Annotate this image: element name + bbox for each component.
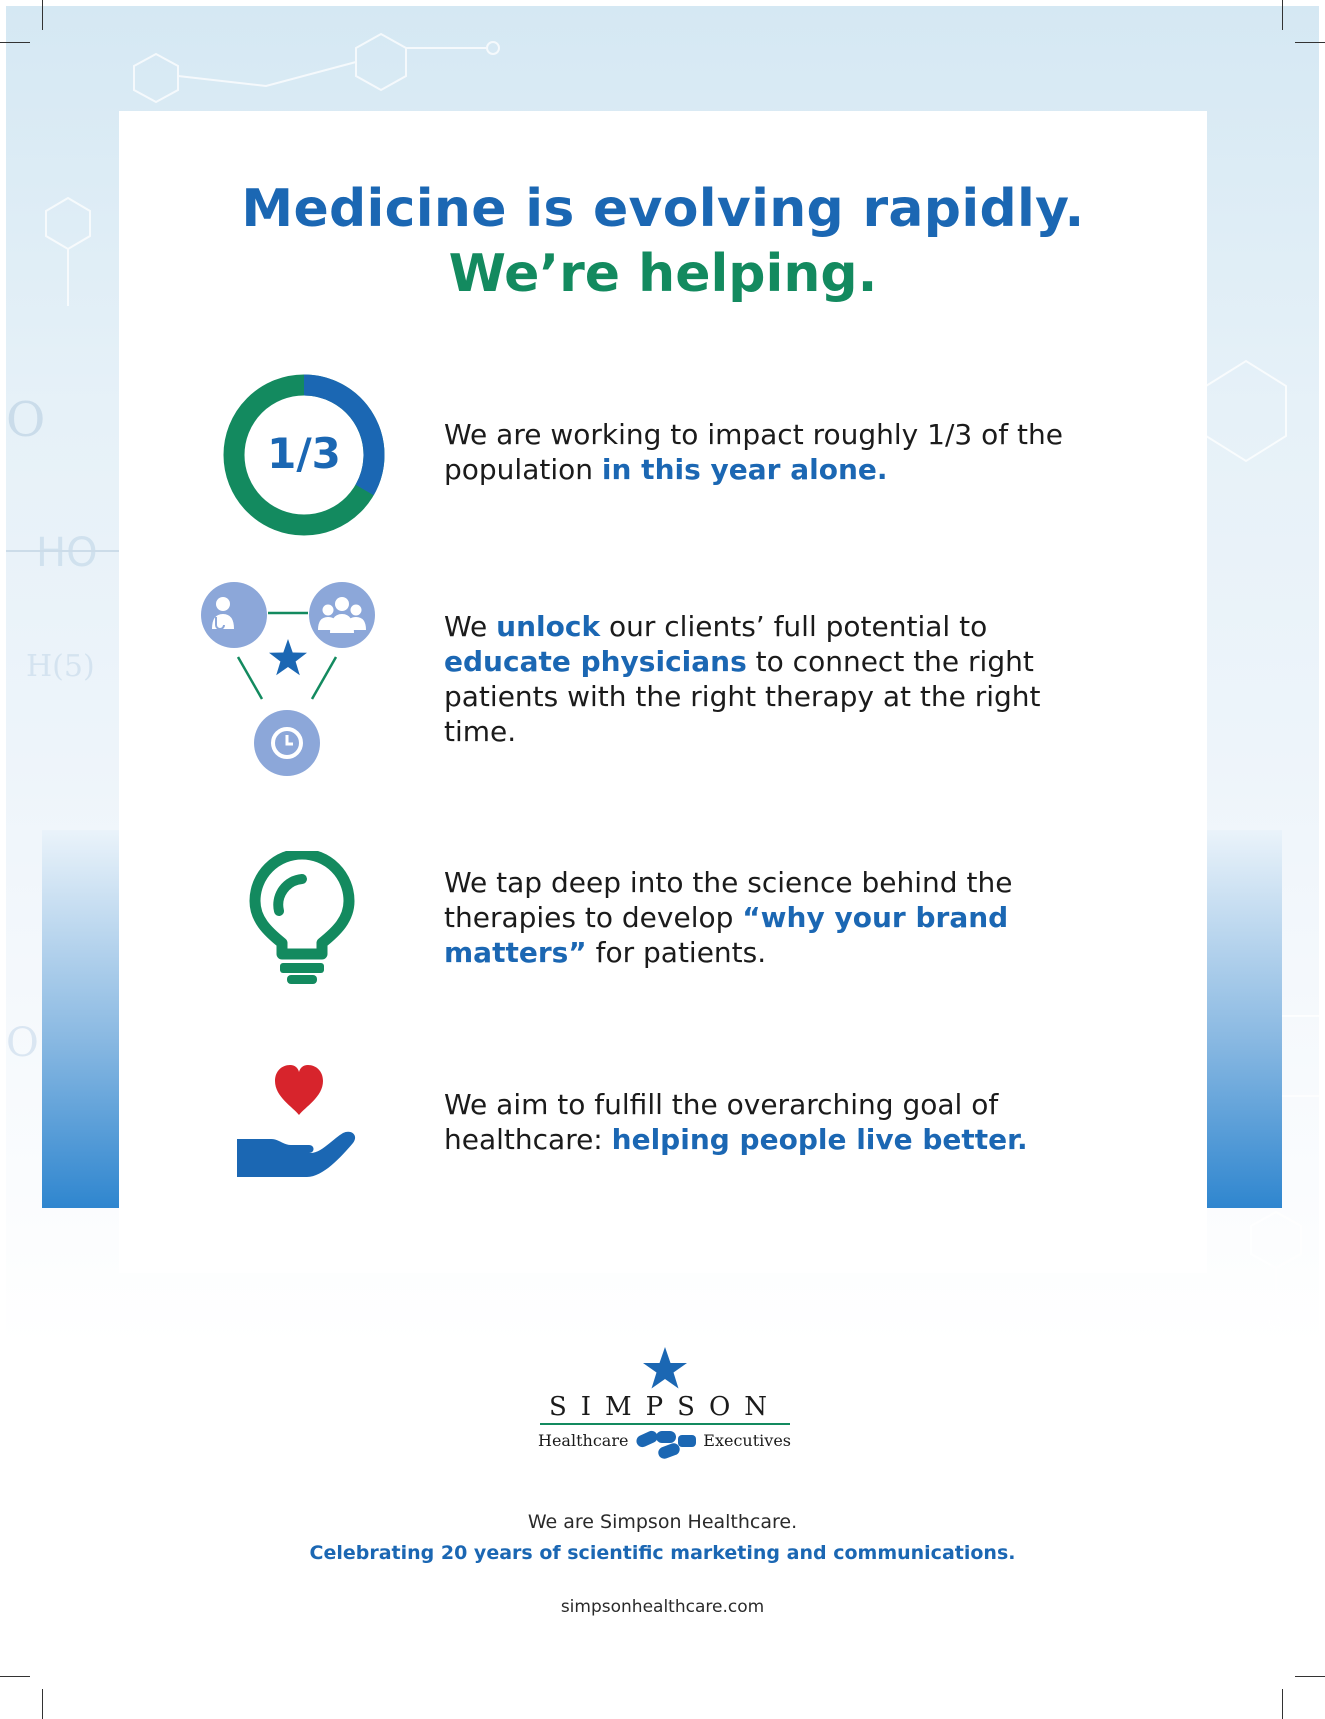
logo-name: SIMPSON [548, 1392, 782, 1422]
body-text: for patients. [586, 936, 767, 969]
footer-url[interactable]: simpsonhealthcare.com [560, 1597, 765, 1617]
row-text-impact [444, 417, 1084, 487]
highlight-text: helping people live better. [611, 1123, 1028, 1156]
headline-line-1: Medicine is evolving rapidly. [241, 179, 1085, 239]
crop-mark [0, 42, 30, 43]
row-text-science [444, 865, 1084, 970]
svg-text:O: O [6, 392, 46, 448]
row-text-educate [444, 609, 1084, 749]
content-card [119, 111, 1207, 1273]
network-star-icon [192, 577, 402, 782]
crop-mark [1282, 0, 1283, 30]
accent-band-right [1205, 830, 1282, 1208]
headline-line-2: We’re helping. [448, 244, 878, 304]
highlight-text: “why your brand matters” [444, 901, 1009, 969]
logo-left-word: Healthcare [538, 1431, 629, 1450]
hand-icon [237, 1132, 355, 1177]
crop-mark [0, 1676, 30, 1677]
logo-star-icon [643, 1347, 687, 1389]
crop-mark [1282, 1689, 1283, 1719]
svg-text:HO: HO [36, 530, 98, 576]
doctor-icon [201, 582, 267, 648]
logo-right-word: Executives [703, 1431, 791, 1450]
stat-label: 1/3 [267, 429, 341, 478]
highlight-text: in this year alone. [601, 453, 888, 486]
svg-text:H(5): H(5) [26, 649, 95, 684]
simpson-logo [530, 1345, 800, 1470]
body-text: We tap deep into the science behind the therapies to develop [444, 866, 1013, 934]
body-text: We aim to fulfill the overarching goal of healthcare: [444, 1088, 999, 1156]
heart-icon [275, 1065, 323, 1115]
crop-mark [42, 0, 43, 30]
body-text: our clients’ full potential to [600, 610, 988, 643]
donut-chart-icon [222, 373, 386, 537]
body-text: We [444, 610, 497, 643]
highlight-text: educate physicians [444, 645, 747, 678]
footer-tagline: We are Simpson Healthcare. [527, 1511, 798, 1533]
footer-anniversary: Celebrating 20 years of scientific marketing and communications. [309, 1542, 1016, 1564]
svg-text:O: O [6, 1020, 39, 1066]
row-text-goal [444, 1087, 1084, 1157]
body-text: to connect the right patients with the right therapy at the right time. [444, 645, 1041, 748]
highlight-text: unlock [496, 610, 601, 643]
crop-mark [1295, 1676, 1325, 1677]
star-icon [269, 639, 307, 675]
pill-icon [634, 1429, 696, 1460]
body-text: We are working to impact roughly 1/3 of the population [444, 418, 1063, 486]
crop-mark [1295, 42, 1325, 43]
accent-band-left [42, 830, 122, 1208]
heart-hand-icon [237, 1059, 367, 1189]
lightbulb-icon [247, 851, 357, 991]
crop-mark [42, 1689, 43, 1719]
